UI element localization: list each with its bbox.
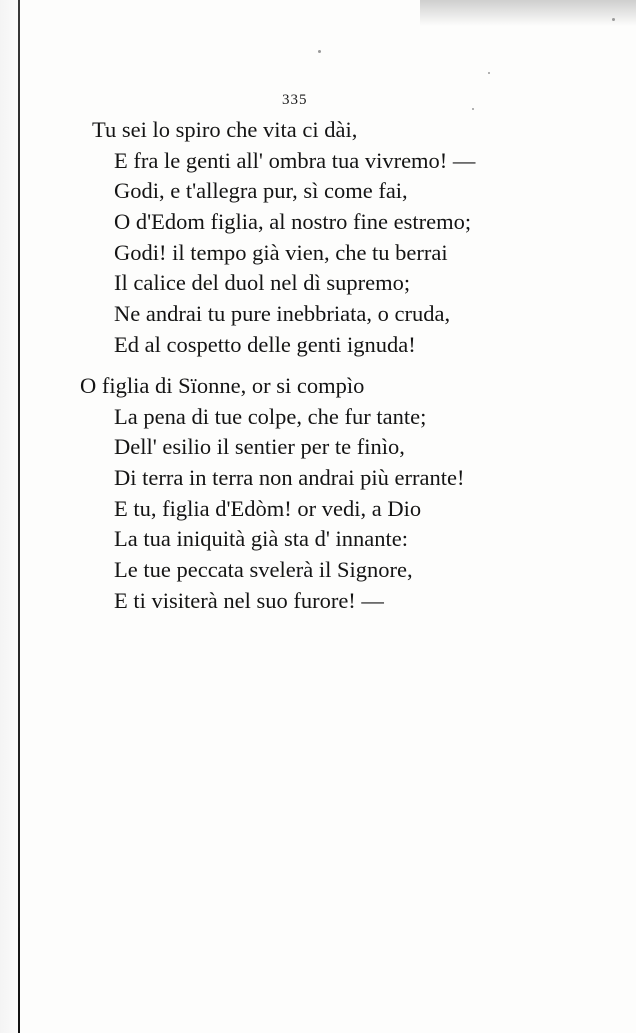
page-number: 335 (282, 92, 308, 108)
verse-line: Dell' esilio il sentier per te finìo, (114, 434, 405, 460)
verse-line: Il calice del duol nel dì supremo; (114, 270, 411, 296)
binding-shadow (0, 0, 18, 1033)
verse-line: O d'Edom figlia, al nostro fine estremo; (114, 209, 472, 235)
verse-line: La tua iniquità già sta d' innante: (114, 526, 408, 552)
stanza-2 (80, 371, 464, 617)
verse-line: Di terra in terra non andrai più errante! (114, 465, 465, 491)
verse-line: O figlia di Sïonne, or si compìo (80, 373, 365, 398)
paper-speck (318, 50, 321, 53)
verse-line: E fra le genti all' ombra tua vivremo! — (114, 147, 476, 173)
verse-line: Godi, e t'allegra pur, sì come fai, (114, 178, 408, 204)
verse-line: Godi! il tempo già vien, che tu berrai (114, 239, 448, 265)
verse-line: Le tue peccata svelerà il Signore, (114, 557, 413, 583)
verse-line: La pena di tue colpe, che fur tante; (114, 403, 427, 429)
stanza-1 (92, 115, 475, 361)
verse-line: Tu sei lo spiro che vita ci dài, (92, 117, 358, 142)
verse-line: E tu, figlia d'Edòm! or vedi, a Dio (114, 495, 422, 521)
paper-speck (612, 18, 615, 21)
binding-edge (18, 0, 20, 1033)
verse-line: Ed al cospetto delle genti ignuda! (114, 331, 416, 357)
paper-speck (472, 108, 474, 110)
scan-smudge (420, 0, 636, 26)
verse-line: Ne andrai tu pure inebbriata, o cruda, (114, 301, 451, 327)
verse-line: E ti visiterà nel suo furore! — (114, 587, 384, 613)
paper-speck (488, 72, 490, 74)
